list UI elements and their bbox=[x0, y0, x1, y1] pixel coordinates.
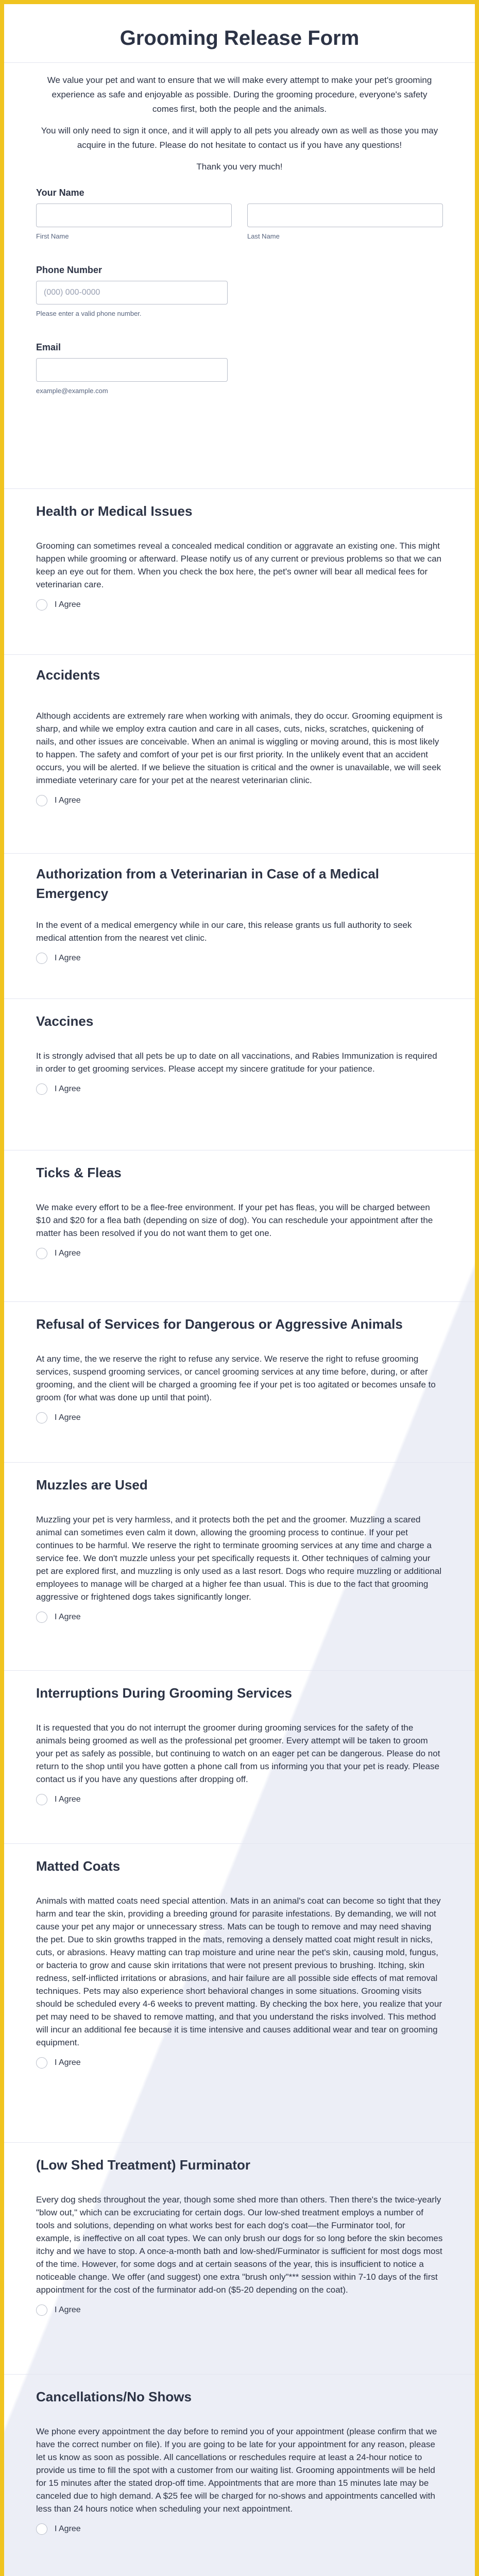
first-name-input[interactable] bbox=[36, 204, 232, 227]
section-ticks-fleas bbox=[4, 1150, 475, 1259]
name-field bbox=[36, 188, 443, 240]
agree-label: I Agree bbox=[55, 2306, 81, 2314]
agree-option[interactable] bbox=[36, 1612, 443, 1623]
contact-fields bbox=[4, 188, 475, 395]
agree-option[interactable] bbox=[36, 2523, 443, 2535]
agree-option[interactable] bbox=[36, 1412, 443, 1423]
section-body: Muzzling your pet is very harmless, and it protects both the pet and the groomer. Muzzling a scared animal can sometimes even calm it down, allowing the grooming process to continue. If your pet continues to be harmful. We reserve the right to terminate grooming services at any time and charge a service fee. We don't muzzle unless your pet specifically requests it. Other techniques of calming your pet are explored first, and muzzling is only used as a last resort. Dogs who require muzzling or additional employees to manage will be charged at a higher fee than usual. This is due to the fact that grooming aggressive or frightened dogs takes significantly longer. bbox=[36, 1515, 442, 1602]
email-field bbox=[36, 342, 443, 395]
agree-label: I Agree bbox=[55, 600, 81, 609]
section-cancellations bbox=[4, 2374, 475, 2535]
agree-radio[interactable] bbox=[36, 795, 47, 806]
agree-option[interactable] bbox=[36, 1083, 443, 1095]
grooming-release-form bbox=[4, 4, 475, 2576]
intro-thanks: Thank you very much! bbox=[196, 162, 283, 172]
agree-label: I Agree bbox=[55, 1249, 81, 1258]
last-name-sublabel: Last Name bbox=[247, 232, 280, 240]
agree-label: I Agree bbox=[55, 1613, 81, 1621]
phone-input[interactable] bbox=[36, 281, 228, 304]
section-heading: Vaccines bbox=[36, 1013, 94, 1029]
section-body: We phone every appointment the day before to remind you of your appointment (please confirm that we have the correct number on file). If you are going to be late for your appointment for any reason, please let us know as soon as possible. All cancellations or reschedules require at least a 24-hour notice to provide us time to fill the spot with a customer from our waiting list. Grooming appointments will be held for 15 minutes after the stated drop-off time. Appointments that are more than 15 minutes late may be canceled due to high demand. A $25 fee will be charged for no-shows and appointments cancelled with less than 24 hours notice when scheduling your next appointment. bbox=[36, 2427, 437, 2514]
agree-radio[interactable] bbox=[36, 1412, 47, 1423]
agree-label: I Agree bbox=[55, 1413, 81, 1422]
section-vet-authorization bbox=[4, 853, 475, 964]
section-heading: Authorization from a Veterinarian in Case of a Medical Emergency bbox=[36, 866, 380, 901]
section-heading: Interruptions During Grooming Services bbox=[36, 1685, 292, 1701]
agree-label: I Agree bbox=[55, 2058, 81, 2067]
section-body: It is requested that you do not interrupt the groomer during grooming services for the safety of the animals being groomed as well as the professional pet groomer. Every attempt will be taken to groom your pet as safely as possible, but continuing to watch on an eager pet can be dangerous. Please do not return to the shop until you have gotten a phone call from us informing you that your pet is ready. Please contact us if you have any questions after dropping off. bbox=[36, 1723, 440, 1784]
agree-radio[interactable] bbox=[36, 1083, 47, 1095]
section-vaccines bbox=[4, 998, 475, 1095]
section-heading: Cancellations/No Shows bbox=[36, 2389, 192, 2404]
agree-label: I Agree bbox=[55, 1795, 81, 1804]
section-interruptions bbox=[4, 1670, 475, 1805]
agree-option[interactable] bbox=[36, 2057, 443, 2069]
agree-option[interactable] bbox=[36, 1794, 443, 1805]
frame-border-left bbox=[0, 0, 4, 2576]
section-heading: (Low Shed Treatment) Furminator bbox=[36, 2157, 251, 2173]
agree-label: I Agree bbox=[55, 954, 81, 962]
agree-radio[interactable] bbox=[36, 2057, 47, 2069]
email-sublabel: example@example.com bbox=[36, 387, 108, 395]
agree-option[interactable] bbox=[36, 1248, 443, 1259]
section-body: Every dog sheds throughout the year, though some shed more than others. Then there's the twice-yearly "blow out," which can be excruciating for certain dogs. Our low-shed treatment employs a number of tools and solutions, depending on what works best for each dog's coat—the Furminator tool, for example, is ineffective on all coat types. We can only brush our dogs for so long before the skin becomes itchy and we have to stop. A once-a-month bath and low-shed/Furminator is sufficient for most dogs most of the time. However, for some dogs and at certain seasons of the year, this is insufficient to notice a noticeable change. We offer (and suggest) one extra "brush only"*** session within 7-10 days of the first appointment for the cost of the furminator add-on ($5-20 depending on the coat). bbox=[36, 2195, 443, 2295]
section-heading: Matted Coats bbox=[36, 1858, 121, 1874]
section-body: At any time, the we reserve the right to refuse any service. We reserve the right to refuse grooming services, suspend grooming services, or cancel grooming services at any time before, during, or after grooming, and the client will be charged a grooming fee if your pet is too agitated or becomes unsafe to groom (for what was done up until that point). bbox=[36, 1354, 436, 1402]
form-header bbox=[4, 4, 475, 50]
section-muzzles bbox=[4, 1462, 475, 1623]
agree-label: I Agree bbox=[55, 2524, 81, 2533]
section-heading: Ticks & Fleas bbox=[36, 1165, 122, 1180]
section-body: Although accidents are extremely rare when working with animals, they do occur. Grooming equipment is sharp, and while we employ extra caution and care in all cases, cuts, nicks, scratches, quickening of nails, and other issues are conceivable. When an animal is wiggling or moving around, this is most likely to happen. The safety and comfort of your pet is our first priority. In the unlikely event that an accident occurs, you will be alerted. If we believe the situation is critical and the owner is unavailable, we will seek immediate veterinary care for your pet at the nearest veterinarian clinic. bbox=[36, 711, 442, 785]
phone-field bbox=[36, 265, 443, 317]
section-furminator bbox=[4, 2142, 475, 2316]
agree-radio[interactable] bbox=[36, 1612, 47, 1623]
first-name-sublabel: First Name bbox=[36, 232, 69, 240]
section-body: In the event of a medical emergency while in our care, this release grants us full authority to seek medical attention from the nearest vet clinic. bbox=[36, 920, 412, 943]
agree-label: I Agree bbox=[55, 796, 81, 805]
section-heading: Health or Medical Issues bbox=[36, 503, 193, 519]
agree-label: I Agree bbox=[55, 1084, 81, 1093]
agree-option[interactable] bbox=[36, 599, 443, 611]
section-body: Grooming can sometimes reveal a concealed medical condition or aggravate an existing one. This might happen while grooming or afterward. Please notify us of any current or previous problems so that we can keep an eye out for them. When you check the box here, the pet's owner will bear all medical fees for veterinarian care. bbox=[36, 541, 442, 589]
frame-border-right bbox=[475, 0, 479, 2576]
section-refusal bbox=[4, 1301, 475, 1423]
agree-option[interactable] bbox=[36, 953, 443, 964]
name-label: Your Name bbox=[36, 188, 84, 198]
intro-paragraph: We value your pet and want to ensure that we will make every attempt to make your pet's grooming experience as safe and enjoyable as possible. During the grooming procedure, everyone's safety comes first, both the people and the animals. bbox=[47, 75, 432, 114]
agree-radio[interactable] bbox=[36, 1248, 47, 1259]
section-accidents bbox=[4, 654, 475, 806]
email-label: Email bbox=[36, 342, 61, 352]
section-heading: Refusal of Services for Dangerous or Aggressive Animals bbox=[36, 1316, 403, 1332]
form-title: Grooming Release Form bbox=[119, 27, 360, 49]
phone-sublabel: Please enter a valid phone number. bbox=[36, 310, 142, 317]
frame-border-top bbox=[0, 0, 479, 4]
agree-option[interactable] bbox=[36, 2304, 443, 2316]
section-body: It is strongly advised that all pets be up to date on all vaccinations, and Rabies Immunization is required in order to get grooming services. Please accept my sincere gratitude for your patience. bbox=[36, 1051, 437, 1074]
section-body: We make every effort to be a flee-free environment. If your pet has fleas, you will be charged between $10 and $20 for a flea bath (depending on size of dog). You can reschedule your appointment after the matter has been resolved if you do not want them to get one. bbox=[36, 1202, 433, 1238]
section-matted-coats bbox=[4, 1843, 475, 2069]
section-heading: Accidents bbox=[36, 667, 100, 683]
phone-placeholder: (000) 000-0000 bbox=[44, 288, 100, 297]
agree-radio[interactable] bbox=[36, 2523, 47, 2535]
agree-radio[interactable] bbox=[36, 599, 47, 611]
agree-option[interactable] bbox=[36, 795, 443, 806]
agree-radio[interactable] bbox=[36, 2304, 47, 2316]
agree-radio[interactable] bbox=[36, 953, 47, 964]
last-name-input[interactable] bbox=[247, 204, 443, 227]
section-heading: Muzzles are Used bbox=[36, 1477, 148, 1493]
section-health bbox=[4, 488, 475, 611]
email-input[interactable] bbox=[36, 358, 228, 382]
section-body: Animals with matted coats need special attention. Mats in an animal's coat can become so tight that they harm and tear the skin, providing a breeding ground for parasite infestations. By demanding, we will not cause your pet any major or unnecessary stress. Mats can be tough to remove and may need shaving the pet. Due to skin growths trapped in the mats, removing a densely matted coat might result in nicks, cuts, or abrasions. Heavy matting can trap moisture and urine near the pet's skin, causing mold, fungus, or bacteria to grow and cause skin irritations that were not present previous to brushing. Itching, skin redness, self-inflicted irritations or abrasions, and hair failure are all possible side effects of mat removal techniques. Pets may also experience short behavioral changes in some situations. Grooming visits should be scheduled every 4-6 weeks to prevent matting. By checking the box here, you realize that your pet may need to be shaved to remove matting, and that you understand the risks involved. This method will incur an additional fee because it is time intensive and causes additional wear and tear on grooming equipment. bbox=[36, 1896, 442, 2047]
agree-radio[interactable] bbox=[36, 1794, 47, 1805]
form-intro bbox=[4, 63, 475, 174]
intro-paragraph: You will only need to sign it once, and it will apply to all pets you already own as well as those you may acquire in the future. Please do not hesitate to contact us if you have any questions! bbox=[41, 126, 438, 150]
phone-label: Phone Number bbox=[36, 265, 102, 275]
